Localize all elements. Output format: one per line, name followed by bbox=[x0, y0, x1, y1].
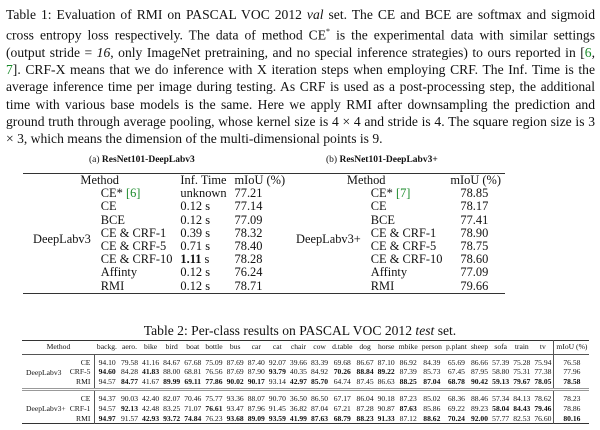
col-header-sheep: sheep bbox=[470, 342, 489, 351]
table-row bbox=[22, 354, 589, 367]
miou-cell: 78.40 bbox=[234, 239, 263, 254]
value-cell: 76.60 bbox=[532, 414, 554, 424]
citation-link[interactable]: 7 bbox=[6, 62, 13, 78]
caption-stride: 16 bbox=[96, 44, 111, 60]
method-name: Affinty bbox=[370, 265, 408, 280]
method-name: CE* bbox=[370, 186, 396, 201]
value-cell: 90.02 bbox=[226, 376, 244, 386]
col-header-miou: mIoU (%) bbox=[234, 173, 286, 187]
value-cell: 88.84 bbox=[356, 367, 374, 377]
caption-label: Table 1: bbox=[6, 7, 52, 22]
col-header-bus: bus bbox=[229, 342, 241, 351]
value-cell: 90.03 bbox=[119, 390, 140, 404]
value-cell: 68.36 bbox=[444, 390, 469, 404]
inf-time-cell: 0.71 s bbox=[180, 239, 211, 254]
caption-text: Table 2: Per-class results on PASCAL VOC 2012 bbox=[143, 323, 416, 338]
value-cell: 70.26 bbox=[333, 367, 351, 377]
method-name: RMI bbox=[370, 278, 395, 293]
value-cell: 87.69 bbox=[226, 357, 244, 367]
inf-time-bold: 1.11 bbox=[180, 252, 202, 267]
value-cell: 70.46 bbox=[182, 390, 203, 404]
value-cell: 67.17 bbox=[330, 390, 354, 404]
citation-link[interactable]: [6] bbox=[125, 186, 141, 201]
col-header-sofa: sofa bbox=[494, 342, 508, 351]
table2 bbox=[22, 340, 589, 424]
miou-cell: 78.60 bbox=[460, 252, 489, 267]
value-cell: 91.45 bbox=[268, 403, 286, 413]
col-header-boat: boat bbox=[186, 342, 200, 351]
value-cell: 70.24 bbox=[447, 413, 465, 423]
value-cell: 88.62 bbox=[423, 413, 441, 423]
header-row bbox=[23, 174, 289, 188]
col-header-dog: dog bbox=[359, 342, 371, 351]
value-cell: 87.04 bbox=[310, 403, 329, 413]
method-name: RMI bbox=[100, 278, 125, 293]
miou-cell: 78.58 bbox=[563, 376, 581, 386]
table-row bbox=[22, 404, 589, 414]
method-cell: RMI bbox=[68, 414, 95, 424]
value-cell: 69.22 bbox=[447, 403, 465, 413]
value-cell: 76.61 bbox=[205, 403, 223, 413]
value-cell: 76.23 bbox=[205, 413, 223, 423]
col-header-p-plant: p.plant bbox=[445, 342, 467, 351]
table-row bbox=[22, 390, 589, 404]
table-row bbox=[22, 414, 589, 424]
value-cell: 42.97 bbox=[289, 376, 307, 386]
value-cell: 57.39 bbox=[492, 357, 510, 367]
col-header-method: Method bbox=[46, 342, 71, 351]
method-cell: CRF-5 bbox=[68, 367, 95, 377]
subtable-name: ResNet101-DeepLabv3 bbox=[101, 155, 195, 165]
value-cell: 87.39 bbox=[399, 367, 417, 377]
inf-time-cell: unknown bbox=[180, 186, 227, 201]
value-cell: 36.50 bbox=[288, 390, 309, 404]
value-cell: 57.77 bbox=[492, 413, 510, 423]
citation-link[interactable]: [7] bbox=[395, 186, 411, 201]
value-cell: 74.84 bbox=[184, 413, 202, 423]
method-cell: CE bbox=[68, 390, 95, 404]
group-label: DeepLabv3+ bbox=[22, 390, 68, 424]
method-cell: CRF-1 bbox=[68, 404, 95, 414]
col-header-chair: chair bbox=[290, 342, 307, 351]
value-cell: 88.07 bbox=[246, 390, 267, 404]
caption-text: is the experimental data with similar settings (output stride = bbox=[6, 27, 595, 60]
method-name: BCE bbox=[370, 212, 395, 227]
value-cell: 87.10 bbox=[377, 357, 395, 367]
value-cell: 87.45 bbox=[356, 376, 374, 386]
value-cell: 89.09 bbox=[247, 413, 265, 423]
caption-text: set. The CE and BCE are softmax and sigmoid cross entropy loss respectively. The data of method CE bbox=[6, 7, 596, 43]
value-cell: 88.46 bbox=[469, 390, 490, 404]
value-cell: 75.09 bbox=[205, 357, 223, 367]
inf-time-unit: s bbox=[201, 252, 210, 267]
value-cell: 94.57 bbox=[98, 376, 116, 386]
value-cell: 86.67 bbox=[356, 357, 374, 367]
value-cell: 75.28 bbox=[513, 357, 531, 367]
value-cell: 89.23 bbox=[470, 403, 489, 413]
value-cell: 89.22 bbox=[377, 367, 395, 377]
col-header-cow: cow bbox=[313, 342, 326, 351]
value-cell: 88.25 bbox=[399, 376, 417, 386]
value-cell: 94.60 bbox=[98, 367, 116, 377]
value-cell: 86.66 bbox=[470, 357, 489, 367]
col-header-miou: mIoU (%) bbox=[556, 342, 588, 351]
subtable-b-title bbox=[326, 155, 438, 165]
value-cell: 87.12 bbox=[399, 413, 417, 423]
value-cell: 59.13 bbox=[492, 376, 510, 386]
value-cell: 68.81 bbox=[184, 367, 202, 377]
col-header-backg: backg. bbox=[96, 342, 117, 351]
miou-cell: 77.14 bbox=[234, 199, 263, 214]
col-header-bottle: bottle bbox=[205, 342, 223, 351]
value-cell: 90.18 bbox=[376, 390, 397, 404]
inf-time-cell: 0.39 s bbox=[180, 225, 211, 240]
value-cell: 39.66 bbox=[289, 357, 307, 367]
col-header-bike: bike bbox=[144, 342, 158, 351]
value-cell: 58.80 bbox=[492, 367, 510, 377]
miou-cell: 77.09 bbox=[234, 212, 263, 227]
value-cell: 58.04 bbox=[492, 403, 510, 413]
value-cell: 78.05 bbox=[532, 377, 554, 390]
value-cell: 69.11 bbox=[184, 376, 202, 386]
value-cell: 93.47 bbox=[226, 403, 244, 413]
value-cell: 94.57 bbox=[98, 403, 116, 413]
method-cell: CE bbox=[68, 354, 95, 367]
caption-star: * bbox=[326, 27, 331, 37]
value-cell: 91.57 bbox=[120, 413, 139, 423]
value-cell: 82.07 bbox=[161, 390, 182, 404]
value-cell: 65.69 bbox=[447, 357, 465, 367]
value-cell: 75.77 bbox=[203, 390, 224, 404]
col-header-person: person bbox=[421, 342, 442, 351]
value-cell: 67.45 bbox=[447, 367, 465, 377]
value-cell: 87.04 bbox=[423, 376, 441, 386]
miou-cell: 77.96 bbox=[563, 367, 581, 377]
subtable-name: ResNet101-DeepLabv3+ bbox=[339, 155, 438, 165]
table-row bbox=[22, 377, 589, 390]
value-cell: 79.46 bbox=[532, 404, 554, 414]
table1-caption bbox=[6, 6, 595, 147]
col-header-aero: aero. bbox=[122, 342, 137, 351]
miou-cell: 78.32 bbox=[234, 225, 263, 240]
value-cell: 87.96 bbox=[247, 403, 265, 413]
table1a bbox=[23, 173, 289, 294]
col-header-method: Method bbox=[80, 173, 119, 187]
method-name: CE bbox=[370, 199, 387, 214]
miou-cell: 77.21 bbox=[234, 186, 263, 201]
value-cell: 69.68 bbox=[333, 357, 351, 367]
table1b bbox=[286, 173, 505, 294]
method-cell bbox=[97, 280, 177, 294]
group-label: DeepLabv3 bbox=[26, 368, 62, 378]
method-cell: RMI bbox=[68, 377, 95, 390]
value-cell: 93.59 bbox=[268, 413, 286, 423]
method-name: CE & CRF-10 bbox=[370, 252, 443, 267]
inf-time-cell: 0.12 s bbox=[180, 265, 211, 280]
caption-text: ]. CRF-X means that we do inference with X iteration steps when employing CRF. The Inf. Time is the average inference time per image during testing. As CRF is used as a post-processing step, the additional time with various base models is the same. Here we apply RMI after downsampling the prediction and ground truth through average pooling, whose kernel size is 4 × 4 and stride is 4. The square region size is 3 × 3, which means the dimension of the multi-dimensional points is 9. bbox=[6, 62, 595, 146]
value-cell: 94.97 bbox=[98, 413, 116, 423]
value-cell: 93.79 bbox=[268, 367, 286, 377]
col-header-train: train bbox=[514, 342, 529, 351]
method-name: BCE bbox=[100, 212, 125, 227]
miou-cell: 78.17 bbox=[460, 199, 489, 214]
value-cell: 90.42 bbox=[470, 376, 489, 386]
miou-cell: 76.58 bbox=[563, 357, 581, 367]
miou-cell: 78.90 bbox=[460, 225, 489, 240]
miou-cell: 78.85 bbox=[460, 186, 489, 201]
value-cell: 84.77 bbox=[120, 376, 139, 386]
value-cell: 87.69 bbox=[226, 367, 244, 377]
value-cell: 87.95 bbox=[470, 367, 489, 377]
value-cell: 88.23 bbox=[356, 413, 374, 423]
method-name: Affinty bbox=[100, 265, 138, 280]
inf-time-cell: 0.12 s bbox=[180, 278, 211, 293]
col-header-horse: horse bbox=[377, 342, 395, 351]
method-name: CE & CRF-10 bbox=[100, 252, 173, 267]
value-cell: 84.43 bbox=[513, 403, 531, 413]
value-cell: 41.99 bbox=[289, 413, 307, 423]
value-cell: 64.74 bbox=[333, 376, 351, 386]
value-cell: 93.72 bbox=[163, 413, 181, 423]
value-cell: 67.68 bbox=[184, 357, 202, 367]
col-header-cat: cat bbox=[272, 342, 282, 351]
value-cell: 84.67 bbox=[163, 357, 181, 367]
col-header-method: Method bbox=[346, 173, 386, 187]
header-row bbox=[22, 341, 589, 355]
caption-val-italic: val bbox=[306, 7, 324, 22]
value-cell: 93.14 bbox=[268, 376, 286, 386]
method-name: CE & CRF-5 bbox=[370, 239, 437, 254]
value-cell: 87.90 bbox=[247, 367, 265, 377]
col-header-car: car bbox=[251, 342, 261, 351]
value-cell: 89.99 bbox=[163, 376, 181, 386]
value-cell: 82.53 bbox=[513, 413, 531, 423]
value-cell: 41.83 bbox=[142, 367, 160, 377]
value-cell: 94.37 bbox=[95, 390, 119, 404]
value-cell: 85.02 bbox=[420, 390, 444, 404]
miou-cell: 80.16 bbox=[563, 413, 581, 423]
value-cell: 91.33 bbox=[377, 413, 395, 423]
value-cell: 92.13 bbox=[120, 403, 139, 413]
value-cell: 83.25 bbox=[163, 403, 181, 413]
value-cell: 41.16 bbox=[142, 357, 160, 367]
value-cell: 78.62 bbox=[532, 390, 554, 404]
method-name: CE* bbox=[100, 186, 126, 201]
caption-test-italic: test bbox=[415, 323, 435, 338]
value-cell: 87.23 bbox=[397, 390, 420, 404]
value-cell: 68.78 bbox=[447, 376, 465, 386]
col-header-bird: bird bbox=[165, 342, 178, 351]
value-cell: 84.28 bbox=[120, 367, 139, 377]
miou-cell: 79.66 bbox=[460, 278, 489, 293]
value-cell: 79.67 bbox=[513, 376, 531, 386]
value-cell: 87.28 bbox=[356, 403, 374, 413]
col-header-mbike: mbike bbox=[398, 342, 418, 351]
value-cell: 68.79 bbox=[333, 413, 351, 423]
miou-cell: 78.23 bbox=[554, 390, 590, 404]
value-cell: 84.13 bbox=[511, 390, 532, 404]
inf-time-cell: 0.12 s bbox=[180, 212, 211, 227]
value-cell: 83.39 bbox=[310, 357, 329, 367]
table2-caption bbox=[0, 323, 600, 339]
subtable-a-title bbox=[89, 155, 195, 165]
miou-cell: 78.86 bbox=[563, 403, 581, 413]
miou-cell: 78.75 bbox=[460, 239, 489, 254]
subtable-label: (a) bbox=[89, 155, 102, 165]
value-cell: 94.10 bbox=[98, 357, 116, 367]
value-cell: 93.36 bbox=[225, 390, 246, 404]
value-cell: 86.04 bbox=[355, 390, 376, 404]
value-cell: 42.48 bbox=[142, 403, 160, 413]
value-cell: 86.63 bbox=[377, 376, 395, 386]
group-label: DeepLabv3 bbox=[33, 232, 91, 247]
table-row bbox=[22, 367, 589, 377]
header-row bbox=[286, 174, 505, 188]
miou-cell: 77.09 bbox=[460, 265, 489, 280]
caption-text: , only ImageNet pretraining, and no special inference strategies) to ours reported in [ bbox=[110, 44, 585, 60]
value-cell: 90.17 bbox=[247, 376, 265, 386]
value-cell: 90.70 bbox=[267, 390, 288, 404]
value-cell: 79.58 bbox=[120, 357, 139, 367]
value-cell: 86.92 bbox=[399, 357, 417, 367]
value-cell: 57.34 bbox=[490, 390, 511, 404]
value-cell: 86.50 bbox=[309, 390, 330, 404]
caption-text: Evaluation of RMI on PASCAL VOC 2012 bbox=[51, 7, 307, 22]
value-cell: 92.07 bbox=[268, 357, 286, 367]
group-label: DeepLabv3+ bbox=[296, 232, 361, 247]
value-cell: 88.00 bbox=[163, 367, 181, 377]
value-cell: 85.70 bbox=[310, 376, 329, 386]
value-cell: 87.63 bbox=[399, 403, 417, 413]
miou-cell: 77.41 bbox=[460, 212, 489, 227]
value-cell: 71.07 bbox=[184, 403, 202, 413]
value-cell: 40.35 bbox=[289, 367, 307, 377]
col-header-tv: tv bbox=[532, 341, 554, 355]
miou-cell: 78.28 bbox=[234, 252, 263, 267]
col-header-inf-time: Inf. Time bbox=[180, 173, 227, 187]
value-cell: 84.92 bbox=[310, 367, 329, 377]
method-name: CE bbox=[100, 199, 117, 214]
value-cell: 42.40 bbox=[140, 390, 161, 404]
value-cell: 92.00 bbox=[470, 413, 489, 423]
value-cell: 93.68 bbox=[226, 413, 244, 423]
value-cell: 67.21 bbox=[333, 403, 351, 413]
inf-time-cell: 0.12 s bbox=[180, 199, 211, 214]
value-cell: 84.39 bbox=[423, 357, 441, 367]
col-header-miou: mIoU (%) bbox=[450, 173, 501, 187]
value-cell: 76.56 bbox=[205, 367, 223, 377]
value-cell: 75.31 bbox=[513, 367, 531, 377]
miou-cell: 78.71 bbox=[234, 278, 263, 293]
method-name: CE & CRF-1 bbox=[100, 225, 167, 240]
citation-link[interactable]: 6 bbox=[584, 44, 592, 60]
value-cell: 75.94 bbox=[532, 354, 554, 367]
caption-text: , bbox=[591, 44, 595, 60]
value-cell: 77.86 bbox=[205, 376, 223, 386]
value-cell: 42.93 bbox=[142, 413, 160, 423]
caption-text: set. bbox=[434, 323, 457, 338]
col-header-d-table: d.table bbox=[332, 342, 353, 351]
value-cell: 87.63 bbox=[310, 413, 329, 423]
value-cell: 77.38 bbox=[532, 367, 554, 377]
subtable-label: (b) bbox=[326, 155, 340, 165]
method-name: CE & CRF-5 bbox=[100, 239, 167, 254]
miou-cell: 76.24 bbox=[234, 265, 263, 280]
method-name: CE & CRF-1 bbox=[370, 225, 437, 240]
value-cell: 85.73 bbox=[423, 367, 441, 377]
value-cell: 41.67 bbox=[142, 376, 160, 386]
value-cell: 85.86 bbox=[423, 403, 441, 413]
method-cell bbox=[367, 280, 447, 294]
value-cell: 90.87 bbox=[377, 403, 395, 413]
value-cell: 36.82 bbox=[289, 403, 307, 413]
value-cell: 87.40 bbox=[247, 357, 265, 367]
